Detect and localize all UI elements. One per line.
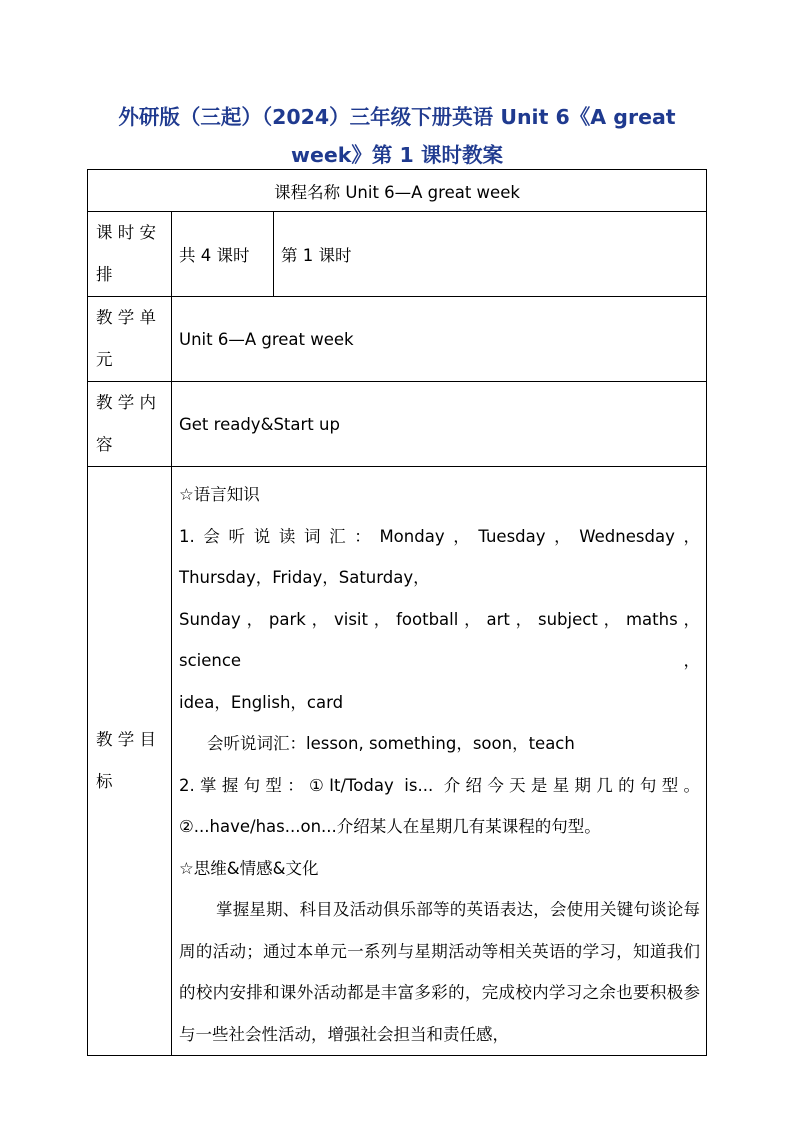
document-title <box>88 98 706 174</box>
course-name-row <box>88 170 707 212</box>
content-label-line-1: 教 学 内 <box>96 393 156 412</box>
title-line-2: week》第 1 课时教案 <box>291 143 503 167</box>
goals-vocab-line-1: 1.会听说读词汇：Monday，Tuesday，Wednesday， <box>179 526 700 546</box>
unit-label-line-2: 元 <box>96 350 113 369</box>
unit-row <box>88 297 707 382</box>
goals-thinking-paragraph: 掌握星期、科目及活动俱乐部等的英语表达，会使用关键句谈论每周的活动；通过本单元一系列与星期活动等相关英语的学习，知道我们的校内安排和课外活动都是丰富多彩的，完成校内学习之余也要积极参与一些社会性活动，增强社会担当和责任感， <box>179 900 700 1044</box>
goals-label <box>88 467 172 1056</box>
unit-value: Unit 6—A great week <box>172 297 707 382</box>
goals-label-line-1: 教 学 目 <box>96 730 156 749</box>
schedule-label-line-1: 课 时 安 <box>96 223 156 242</box>
unit-label-line-1: 教 学 单 <box>96 308 156 327</box>
goals-content <box>172 467 707 1056</box>
course-name-cell: 课程名称 Unit 6—A great week <box>88 170 707 212</box>
schedule-current: 第 1 课时 <box>274 212 707 297</box>
schedule-label <box>88 212 172 297</box>
goals-label-line-2: 标 <box>96 772 113 791</box>
goals-vocab-line-3: Sunday，park，visit，football，art，subject，maths，science， <box>179 609 700 670</box>
content-row <box>88 382 707 467</box>
goals-vocab-listen: 会听说词汇：lesson, something，soon，teach <box>207 734 575 753</box>
goals-heading-language: ☆语言知识 <box>179 485 260 504</box>
schedule-label-line-2: 排 <box>96 265 113 284</box>
goals-heading-thinking: ☆思维&情感&文化 <box>179 858 319 878</box>
goals-sentence-1: 2.掌握句型：①It/Today is... 介绍今天是星期几的句型。 <box>179 775 700 795</box>
content-label <box>88 382 172 467</box>
schedule-total: 共 4 课时 <box>172 212 274 297</box>
content-value: Get ready&Start up <box>172 382 707 467</box>
lesson-plan-table <box>87 169 707 1056</box>
schedule-row <box>88 212 707 297</box>
title-line-1: 外研版（三起）（2024）三年级下册英语 Unit 6《A great <box>118 105 676 129</box>
unit-label <box>88 297 172 382</box>
goals-sentence-2: ②...have/has...on...介绍某人在星期几有某课程的句型。 <box>179 817 601 836</box>
goals-vocab-line-2: Thursday，Friday，Saturday， <box>179 568 430 587</box>
content-label-line-2: 容 <box>96 435 113 454</box>
goals-row <box>88 467 707 1056</box>
goals-vocab-line-4: idea，English，card <box>179 692 344 712</box>
